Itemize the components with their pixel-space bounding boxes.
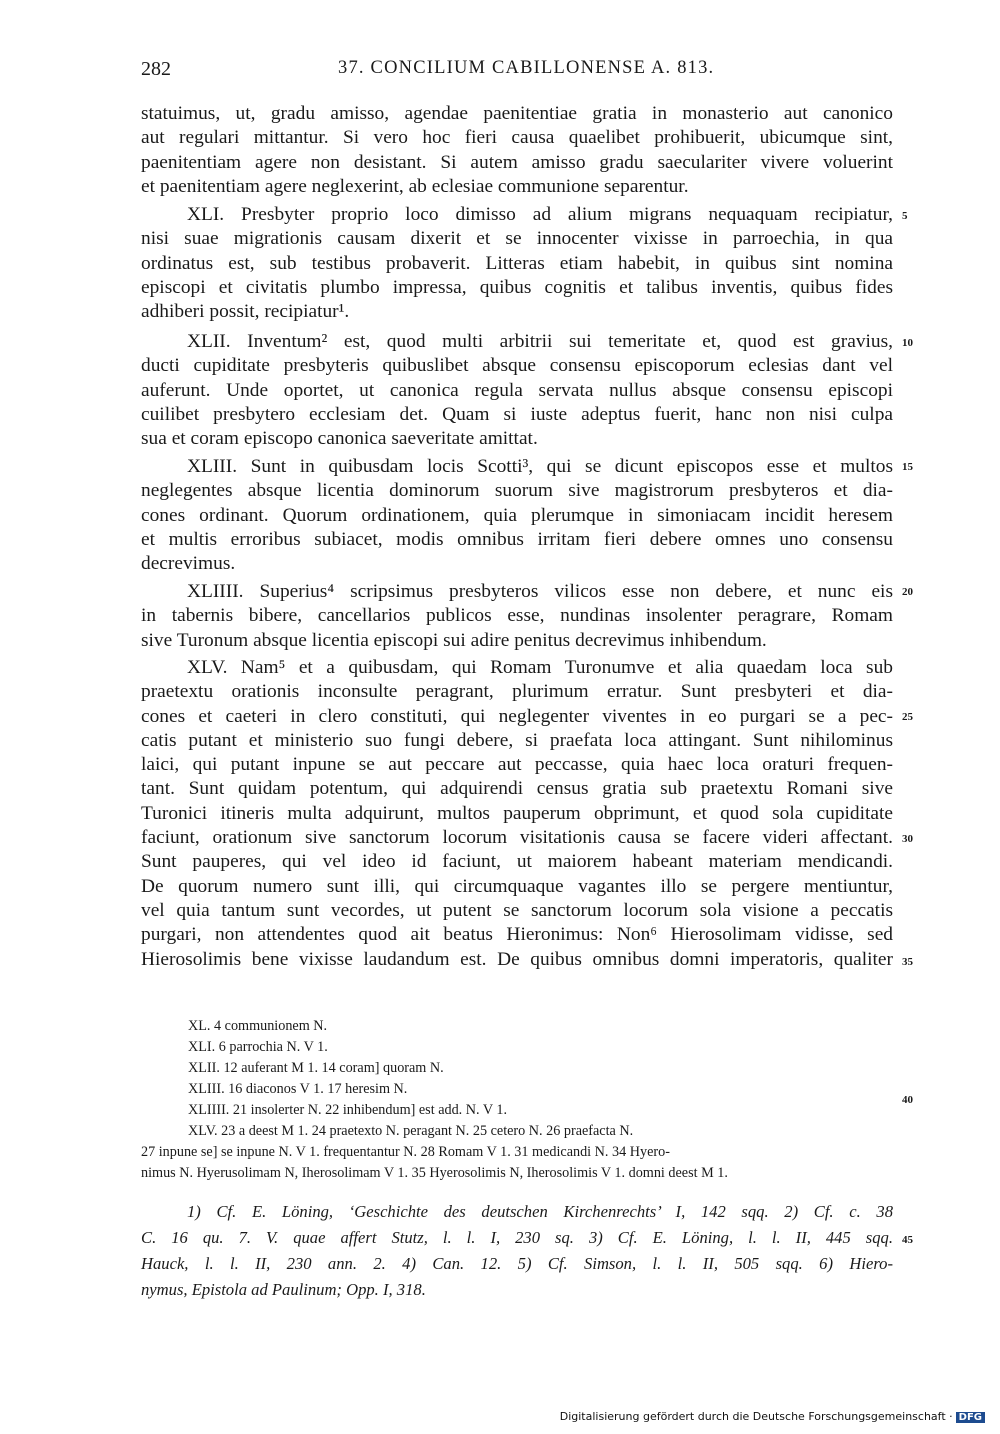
apparatus-line: XLII. 12 auferant M 1. 14 coram] quoram N. <box>188 1060 444 1076</box>
body-line: laici, qui putant inpune se aut peccare aut peccasse, quia haec loca oraturi frequen- <box>141 754 893 776</box>
body-line: Turonici itineris multa adquirunt, multos pauperum obprimunt, et quod sola cupiditate <box>141 802 893 824</box>
footnotes <box>141 1199 893 1303</box>
paragraph-xlv <box>141 656 893 972</box>
body-line: XLV. Nam⁵ et a quibusdam, qui Romam Turonumve et alia quaedam loca sub <box>187 657 893 678</box>
body-line: et multis erroribus subiacet, modis omnibus irritam fieri debere omnes uno consensu <box>141 528 893 550</box>
line-number: 5 <box>902 210 908 222</box>
line-number: 20 <box>902 586 913 598</box>
body-line: XLI. Presbyter proprio loco dimisso ad alium migrans nequaquam recipiatur, <box>187 204 893 225</box>
running-head: 37. CONCILIUM CABILLONENSE A. 813. <box>338 58 715 78</box>
paragraph-xl-end <box>141 102 893 199</box>
body-line: paenitentiam agere non desistant. Si autem amisso gradu saeculariter vivere voluerint <box>141 151 893 173</box>
body-line: et paenitentiam agere neglexerint, ab eclesiae communione separentur. <box>141 175 689 197</box>
critical-apparatus <box>141 1016 893 1184</box>
digitization-credit <box>560 1410 985 1423</box>
line-number: 15 <box>902 461 913 473</box>
body-line: tant. Sunt quidam potentum, qui adquirendi census gratia sub praetextu Romani sive <box>141 778 893 800</box>
body-line: neglegentes absque licentia dominorum suorum sive magistrorum presbyteros et dia- <box>141 480 893 502</box>
body-line: cuilibet presbytero ecclesiam det. Quam si iuste adeptus fuerit, hanc non nisi culpa <box>141 403 893 425</box>
paragraph-xli <box>141 203 893 324</box>
body-line: cones ordinant. Quorum ordinationem, quia plerumque in simoniacam incidit heresem <box>141 504 893 526</box>
footnote-line: nymus, Epistola ad Paulinum; Opp. I, 318. <box>141 1280 426 1299</box>
apparatus-line: XLV. 23 a deest M 1. 24 praetexto N. peragant N. 25 cetero N. 26 praefacta N. <box>188 1123 634 1139</box>
body-line: episcopi et civitatis plumbo impressa, quibus cognitis et talibus inventis, quibus fides <box>141 276 893 298</box>
footnote-line: Hauck, l. l. II, 230 ann. 2. 4) Can. 12. 5) Cf. Simson, l. l. II, 505 sqq. 6) Hiero- <box>141 1254 893 1273</box>
line-number: 30 <box>902 833 913 845</box>
apparatus-line: XLI. 6 parrochia N. V 1. <box>188 1039 328 1055</box>
line-number: 40 <box>902 1094 913 1106</box>
body-line: XLIIII. Superius⁴ scripsimus presbyteros vilicos esse non debere, et nunc eis <box>187 581 893 602</box>
credit-text: Digitalisierung gefördert durch die Deutsche Forschungsgemeinschaft · <box>559 1410 953 1423</box>
dfg-logo: DFG <box>956 1412 985 1423</box>
line-number: 45 <box>902 1234 913 1246</box>
footnote-line: 1) Cf. E. Löning, ‘Geschichte des deutschen Kirchenrechts’ I, 142 sqq. 2) Cf. c. 38 <box>187 1202 893 1221</box>
paragraph-xlii <box>141 330 893 451</box>
body-line: adhiberi possit, recipiatur¹. <box>141 301 350 323</box>
line-number: 25 <box>902 711 913 723</box>
body-line: decrevimus. <box>141 553 236 575</box>
body-line: catis putant et ministerio suo fungi debere, si praefata loca attingant. Sunt nihilominus <box>141 729 893 751</box>
body-line: XLII. Inventum² est, quod multi arbitrii sui temeritate et, quod est gravius, <box>187 331 893 352</box>
line-number: 35 <box>902 956 913 968</box>
body-line: ordinatus est, sub testibus probaverit. Litteras etiam habebit, in quibus sint nomina <box>141 252 893 274</box>
body-line: in tabernis bibere, cancellarios publicos esse, nundinas insolenter peragrare, Romam <box>141 605 893 627</box>
body-line: statuimus, ut, gradu amisso, agendae paenitentiae gratia in monasterio aut canonico <box>141 103 893 124</box>
apparatus-line: XLIII. 16 diaconos V 1. 17 heresim N. <box>188 1081 408 1097</box>
paragraph-xliiii <box>141 580 893 653</box>
body-line: vel quia tantum sunt vecordes, ut putent se sanctorum locorum sola visione a peccatis <box>141 899 893 921</box>
body-line: aut regulari mittantur. Si vero hoc fieri causa quaelibet prohibuerit, ubicumque sint, <box>141 127 893 149</box>
body-line: ducti cupiditate presbyteris quibuslibet absque consensu episcoporum eclesias dant vel <box>141 355 893 377</box>
body-line: sive Turonum absque licentia episcopi sui adire penitus decrevimus inhibendum. <box>141 629 767 651</box>
body-line: faciunt, orationum sive sanctorum locorum visitationis causa se facere videri affectant. <box>141 827 893 849</box>
body-line: Hierosolimis bene vixisse laudandum est. De quibus omnibus domni imperatoris, qualiter <box>141 948 893 970</box>
body-line: Sunt pauperes, qui vel ideo id faciunt, ut maiorem habeant materiam mendicandi. <box>141 851 893 873</box>
body-line: XLIII. Sunt in quibusdam locis Scotti³, qui se dicunt episcopos esse et multos <box>187 456 893 477</box>
footnote-line: C. 16 qu. 7. V. quae affert Stutz, l. l. I, 230 sq. 3) Cf. E. Löning, l. l. II, 445 sqq. <box>141 1228 893 1247</box>
body-line: De quorum numero sunt illi, qui circumquaque vagantes illo se pergere mentiuntur, <box>141 875 893 897</box>
paragraph-xliii <box>141 455 893 576</box>
body-line: praetextu orationis inconsulte peragrant, plurimum erratur. Sunt presbyteri et dia- <box>141 681 893 703</box>
body-line: auferunt. Unde oportet, ut canonica regula servata nullus absque consensu episcopi <box>141 379 893 401</box>
body-line: nisi suae migrationis causam dixerit et se innocenter vixisse in parroechia, in qua <box>141 228 893 250</box>
body-line: purgari, non attendentes quod ait beatus Hieronimus: Non⁶ Hierosolimam vidisse, sed <box>141 924 893 946</box>
apparatus-line: 27 inpune se] se inpune N. V 1. frequentantur N. 28 Romam V 1. 31 medicandi N. 34 Hyero- <box>141 1144 670 1160</box>
body-line: sua et coram episcopo canonica saeveritate amittat. <box>141 428 538 450</box>
apparatus-line: XL. 4 communionem N. <box>188 1018 328 1034</box>
apparatus-line: XLIIII. 21 insolerter N. 22 inhibendum] est add. N. V 1. <box>188 1102 508 1118</box>
line-number: 10 <box>902 337 913 349</box>
apparatus-line: nimus N. Hyerusolimam N, Iherosolimam V 1. 35 Hyerosolimis N, Iherosolimis V 1. domni deest M 1. <box>141 1165 728 1181</box>
page-number: 282 <box>141 58 171 80</box>
body-line: cones et caeteri in clero constituti, qui neglegenter viventes in eo purgari se a pec- <box>141 705 893 727</box>
